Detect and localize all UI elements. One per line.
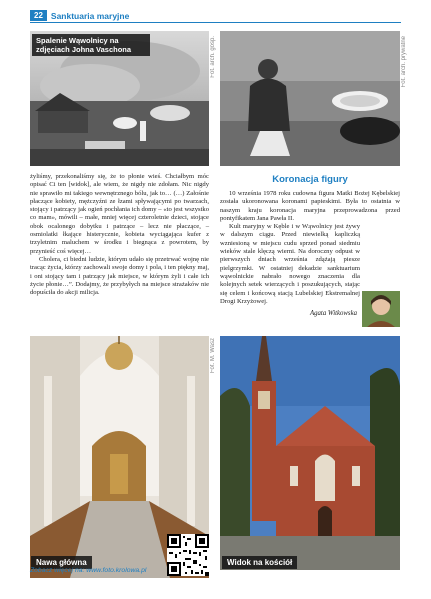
paragraph: żyliśmy, przekonaliśmy się, że to płonie wieś. Chciałbym móc opisać Ci ten [widok], ale wiem, że nigdy nie zdołam. Nic nigdy nie sprawiło mi takiego wewnętrznego bólu, jak to… (…) Załośnie płaczące kobiety, mężczyźni ze łzami spływającymi po twarzach, stojący i patrzący jak ogień pochłania ich domy – «to jest wszystko co mam», mówili – małe, mniej więcej czteroletnie dzieci, stojące obok ocalonego dobytku i patrzące – lecz nie płaczące, – osmiolatki łkające histerycznie, kobieta wyciągająca kufer z trzyletnim maluchem w środku i biegnąca z powrotem, by przynieść coś więcej…: [30, 173, 209, 255]
section-title: Sanktuaria maryjne: [50, 10, 130, 21]
fire-photo-caption: Spalenie Wąwolnicy na zdjęciach Johna Vaschona: [32, 34, 150, 56]
photo-credit: Fot. arch. gosp.: [210, 36, 216, 78]
more-link-line: [30, 567, 146, 574]
more-url[interactable]: www.foto.krolowa.pl: [86, 567, 147, 574]
left-column-text: [30, 173, 209, 297]
header-rule: [30, 22, 401, 23]
qr-code[interactable]: [167, 534, 209, 576]
church-caption: Widok na kościół: [222, 556, 297, 569]
photo-church-exterior: [220, 336, 400, 570]
nave-caption: Nawa główna: [31, 556, 92, 569]
page-header: [30, 9, 129, 22]
more-prefix: Zobacz więcej na:: [30, 567, 87, 574]
paragraph: Kult maryjny w Kęble i w Wąwolnicy jest żywy w dalszym ciągu. Przed niewielką kapliczką wzniesioną w miejscu cudu sprzed ponad siedmiu wieków stale klęczą wierni. Na doroczny odpust w pierwszych dniach września zdążają piesze pielgrzymki. W ostatniej dekadzie sanktuarium wąwolnickie nabrało nowego znaczenia dla kolejnych setek wierzących i poszukujących, stając się celem i końcową stacją Lubelskiej Ekstremalnej Drogi Krzyżowej.: [220, 223, 360, 305]
author-name: Agata Witkowska: [309, 310, 357, 317]
photo-credit: Fot. M. Wasz: [210, 338, 216, 374]
photo-credit: Fot. arch. prywatne: [401, 36, 407, 88]
section-heading: Koronacja figury: [272, 174, 348, 185]
paragraph: 10 września 1978 roku cudowna figura Matki Bożej Kębelskiej została ukoronowana koronami papieskimi. Była to ostatnia w naszym kraju koronacja maryjna przeprowadzona przed pontyfikatem Jana Pawła II.: [220, 190, 400, 222]
page-number: 22: [30, 10, 47, 21]
author-portrait: [362, 291, 400, 327]
paragraph: Cholera, ci biedni ludzie, którym udało się przetrwać wojnę nie tracąc życia, którzy zachowali swoje domy i pola, i ten piękny maj, i oni stojący tam i patrzący jak miejsce, w którym żyli i całe ich życie płonie…”. Dodajmy, że przybyłych na miejsce strażaków nie dopuściła do akcji milicja.: [30, 255, 209, 297]
right-column-text: [220, 190, 400, 306]
photo-woman-with-plate: [220, 31, 400, 166]
